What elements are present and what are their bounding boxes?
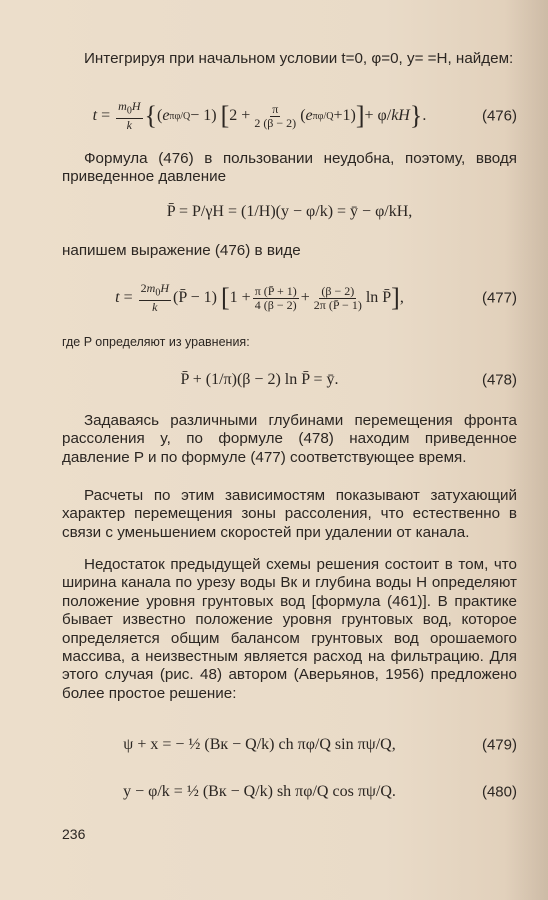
equation-479-number: (479) (481, 736, 517, 754)
equation-476 (62, 96, 517, 136)
equation-477 (62, 278, 517, 318)
equation-476-number: (476) (481, 107, 517, 125)
equation-477-body: t = $\frac{2m_0H}{k}$ (P̄ − 1) [ 1 + $\frac{\pi (P̄ + 1)}{4 (\beta - 2)}$ + $\frac{(\beta - 2)}{2\pi (P̄ - 1)}$ ln P̄ ] , (115, 281, 404, 314)
paragraph-formula476-note: Формула (476) в пользовании неудобна, поэтому, вводя приведенное давление (62, 150, 517, 186)
page-number: 236 (62, 826, 86, 842)
paragraph-where: где P определяют из уравнения: (62, 335, 250, 349)
paragraph-write-as: напишем выражение (476) в виде (62, 242, 301, 259)
equation-479 (62, 725, 517, 765)
equation-480-body: y − φ/k = ½ (Bк − Q/k) sh πφ/Q cos πψ/Q. (123, 783, 396, 800)
paragraph-given: Задаваясь различными глубинами перемещения фронта рассоления y, по формуле (478) находим приведенное давление P и по формуле (477) соответствующее время. (62, 412, 517, 466)
equation-480 (62, 772, 517, 812)
equation-477-number: (477) (481, 289, 517, 307)
equation-478-number: (478) (481, 371, 517, 389)
paragraph-calc: Расчеты по этим зависимостям показывают затухающий характер перемещения зоны рассоления, что естественно в связи с уменьшением скоростей при удалении от канала. (62, 487, 517, 541)
paragraph-intro: Интегрируя при начальном условии t=0, φ=0, y= =H, найдем: (84, 50, 514, 67)
equation-479-body: ψ + x = − ½ (Bк − Q/k) ch πφ/Q sin πψ/Q, (123, 736, 396, 753)
paragraph-flaw: Недостаток предыдущей схемы решения состоит в том, что ширина канала по урезу воды Bк и глубина воды H определяют положение уровня грунтовых вод [формула (461)]. В практике бывает известно положение уровня грунтовых вод, которое определяется общим балансом грунтовых вод орошаемого массива, а неизвестным является расход на фильтрацию. Для этого случая (рис. 48) автором (Аверьянов, 1956) предложено более простое решение: (62, 556, 517, 702)
equation-480-number: (480) (481, 783, 517, 801)
equation-476-body: t = $\frac{m_0H}{k}$ { ( e πφ/Q − 1) [ 2 + $\frac{\pi}{2 (\beta - 2)}$ ( e πφ/Q +1) ] + φ/ kH } . (92, 99, 427, 132)
equation-pressure-body: P̄ = P/γH = (1/H)(y − φ/k) = ȳ − φ/kH, (166, 203, 413, 220)
equation-pressure (62, 192, 517, 232)
equation-478 (62, 360, 517, 400)
equation-478-body: P̄ + (1/π)(β − 2) ln P̄ = ȳ. (180, 371, 339, 388)
